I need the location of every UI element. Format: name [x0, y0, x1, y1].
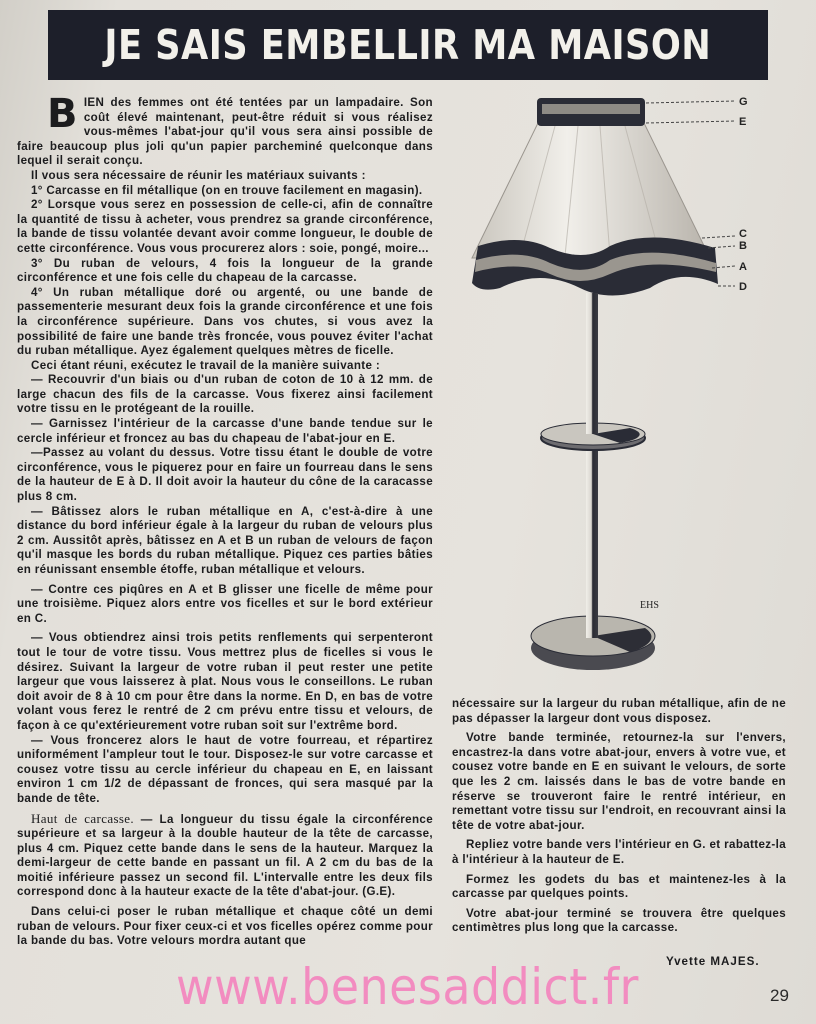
step-paragraph: — Vous froncerez alors le haut de votre fourreau, et répartirez uniformément l'ampleur tout le tour. Disposez-le sur votre carcasse et cousez votre tissu au cercle inférieur du chapeau en E, en laissant environ 1 cm 1/2 de dépassant de fronces, qui sera masqué par la bande de tête. — [17, 733, 433, 805]
step-paragraph: —Passez au volant du dessus. Votre tissu étant le double de votre circonférence, vous le piquerez pour en faire un fourreau dans le sens de la hauteur de E à D. Il doit avoir la hauteur du cône de la caracasse plus 8 cm. — [17, 446, 433, 504]
section-lead: Haut de carcasse. — [31, 810, 134, 826]
label-a: A — [739, 261, 747, 273]
article-right-column — [452, 697, 786, 936]
material-item-3: 3° Du ruban de velours, 4 fois la longueur de la grande circonférence et une fois celle du chapeau de la carcasse. — [17, 256, 433, 285]
material-item-2: 2° Lorsque vous serez en possession de celle-ci, afin de connaître la quantité de tissu à acheter, vous prendrez sa grande circonférence, la bande de tissu volantée devant avoir comme longueur, le double de cette circonférence. Vous vous procurerez alors : soie, pongé, moire... — [17, 198, 433, 255]
materials-intro: Il vous sera nécessaire de réunir les matériaux suivants : — [31, 168, 366, 182]
step-paragraph: Votre bande terminée, retournez-la sur l'envers, encastrez-la dans votre abat-jour, envers à votre vue, et cousez votre bande en E en suivant le velours, de sorte que les 2 cm. laissés dans le bas de votre bande en réserve se trouveront faire le rentré intérieur, en remettant votre tissu sur l'endroit, en recouvrant ainsi la tête de votre abat-jour. — [452, 731, 786, 832]
page-number: 29 — [770, 986, 789, 1005]
drop-cap: B — [47, 91, 78, 137]
lampshade-body — [472, 123, 710, 258]
label-g: G — [739, 96, 748, 108]
step-paragraph: Formez les godets du bas et maintenez-les à la carcasse par quelques points. — [452, 872, 786, 901]
page-title: JE SAIS EMBELLIR MA MAISON — [104, 21, 712, 69]
step-paragraph: — Bâtissez alors le ruban métallique en A, c'est-à-dire à une distance du bord inférieur égale à la largeur du ruban de velours plus 2 cm. Aussitôt après, bâtissez en A et B un ruban de velours de façon qu'il masque les bords du ruban métallique. Piquez ces parties bâties en réunissant ensemble étoffe, ruban métallique et velours. — [17, 504, 433, 576]
label-b: B — [739, 240, 747, 252]
label-e: E — [739, 116, 747, 128]
step-paragraph: — Recouvrir d'un biais ou d'un ruban de coton de 10 à 12 mm. de large chacun des fils de la carcasse. Vous fixerez ainsi facilement votre tissu en le protégeant de la rouille. — [17, 373, 433, 416]
material-item-4: 4° Un ruban métallique doré ou argenté, ou une bande de passementerie mesurant deux fois la grande circonférence et une fois la circonférence supérieure. Dans vos chutes, si vous avez la possibilité de faire une bande très froncée, vous pouvez éviter l'achat du ruban métallique. Ayez également quelques mètres de ficelle. — [17, 285, 433, 358]
watermark-url: www.benesaddict.fr — [176, 958, 639, 1016]
lamp-drawing — [460, 88, 800, 688]
step-paragraph: — Garnissez l'intérieur de la carcasse d'une bande tendue sur le cercle inférieur et froncez au bas du chapeau de l'abat-jour en E. — [17, 417, 433, 445]
lamp-illustration — [460, 88, 800, 688]
closing-paragraph: Votre abat-jour terminé se trouvera être quelques centimètres plus long que la carcasse. — [452, 906, 786, 935]
haut-de-carcasse-paragraph — [17, 812, 433, 901]
intro-paragraph — [17, 91, 433, 169]
label-d: D — [739, 281, 747, 293]
section-text: — La longueur du tissu égale la circonférence supérieure et sa largeur à la double hauteur de la tête de carcasse, plus 4 cm. Piquez cette bande dans le sens de la hauteur. Marquez la demi-largeur de cette bande en passant un fil. A 2 cm du bas de la moitié inférieure passez un second fil. L'intervalle entre les deux fils correspond donc à la hauteur exacte de la tête d'abat-jour. (G.E). — [17, 812, 433, 899]
continued-paragraph: nécessaire sur la largeur du ruban métallique, afin de ne pas dépasser la largeur dont vous disposez. — [452, 697, 786, 725]
label-c: C — [739, 228, 747, 240]
title-banner — [48, 10, 768, 80]
step-paragraph: Repliez votre bande vers l'intérieur en G. et rabattez-la à l'intérieur à la hauteur de E. — [452, 838, 786, 866]
step-paragraph: — Contre ces piqûres en A et B glisser une ficelle de même pour une troisième. Piquez alors entre vos ficelles et sur le bord extérieur en C. — [17, 582, 433, 625]
steps-intro: Ceci étant réuni, exécutez le travail de la manière suivante : — [31, 358, 381, 372]
step-paragraph: — Vous obtiendrez ainsi trois petits renflements qui serpenteront tout le tour de votre tissu. Vous mettrez plus de ficelles si vous le désirez. Suivant la largeur de votre ruban il peut rester une petite largeur que vous laisserez à plat. Nous vous le conseillons. Le ruban doit avoir de 8 à 10 cm pour être dans la norme. En D, en bas de votre volant vous ferez le rentré de 2 cm prévu entre tissu et velours, de façon à ce qu'extérieurement votre ruban soit sur l'extrême bord. — [17, 631, 433, 732]
artist-signature: EHS — [640, 600, 659, 611]
author-signature: Yvette MAJES. — [666, 955, 760, 968]
intro-text: IEN des femmes ont été tentées par un lampadaire. Son coût élevé maintenant, peut-être réduit si vous réalisez vous-mêmes l'abat-jour qu'il vous sera ainsi possible de faire beaucoup plus joli qu'un papier parcheminé quelconque dans lequel il serait conçu. — [17, 96, 433, 168]
article-left-column — [17, 91, 433, 949]
material-item-1: 1° Carcasse en fil métallique (on en trouve facilement en magasin). — [31, 183, 423, 197]
step-paragraph: Dans celui-ci poser le ruban métallique et chaque côté un demi ruban de velours. Pour fixer ceux-ci et vos ficelles opérez comme pour la bande du bas. Votre velours mordra autant que — [17, 905, 433, 948]
